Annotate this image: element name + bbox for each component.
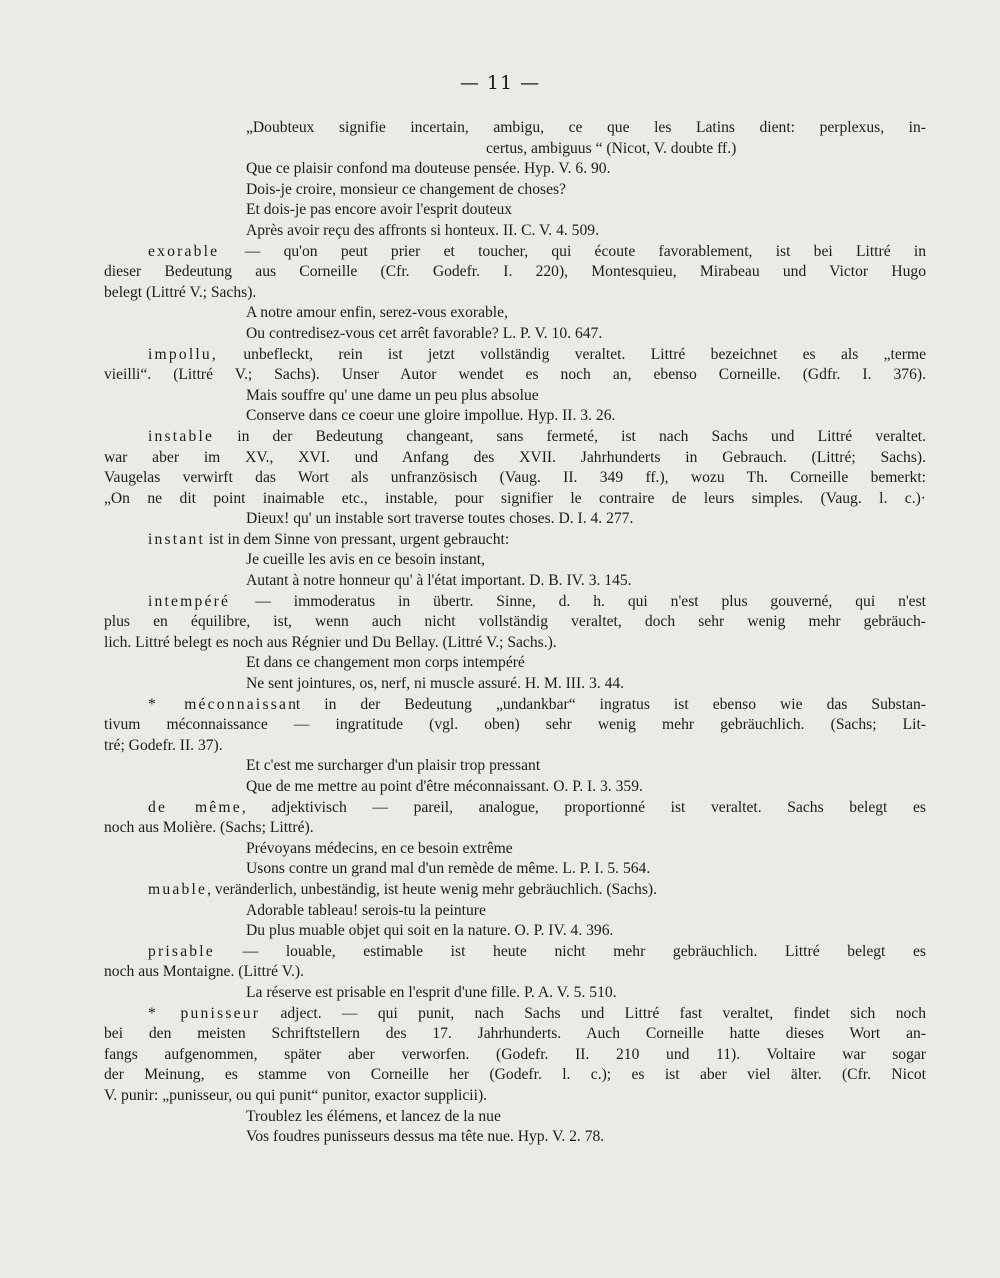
lemma: instable [148,427,215,445]
text-line: lich. Littré belegt es noch aus Régnier und Du Bellay. (Littré V.; Sachs.). [104,633,557,651]
text-line: Du plus muable objet qui soit en la nature. O. P. IV. 4. 396. [246,922,614,940]
lemma: impollu, [148,345,219,363]
text-line: plus en équilibre, ist, wenn auch nicht vollständig veraltet, doch sehr wenig mehr gebräuch- [104,613,926,631]
text-line: Vaugelas verwirft das Wort als unfranzösisch (Vaug. II. 349 ff.), wozu Th. Corneille bemerkt: [104,469,926,487]
text-line: A notre amour enfin, serez-vous exorable, [246,304,508,322]
text-line: war aber im XV., XVI. und Anfang des XVII. Jahrhunderts in Gebrauch. (Littré; Sachs). [104,448,926,466]
text-line: noch aus Molière. (Sachs; Littré). [104,819,314,837]
text-line: belegt (Littré V.; Sachs). [104,283,257,301]
lemma: instant [148,530,205,548]
lemma: exorable [148,242,245,260]
text-line: fangs aufgenommen, später aber verworfen. (Godefr. II. 210 und 11). Voltaire war sogar [104,1045,926,1063]
text-line: Dieux! qu' un instable sort traverse toutes choses. D. I. 4. 277. [246,510,634,528]
text-line: exorable — qu'on peut prier et toucher, qui écoute favorablement, ist bei Littré in [148,242,926,260]
text-line: Ou contredisez-vous cet arrêt favorable? L. P. V. 10. 647. [246,324,603,342]
text-line: „Doubteux signifie incertain, ambigu, ce que les Latins dient: perplexus, in- [246,119,926,136]
text-line: Dois-je croire, monsieur ce changement de choses? [246,180,566,198]
text-line: La réserve est prisable en l'esprit d'une fille. P. A. V. 5. 510. [246,983,617,1001]
text-line: Après avoir reçu des affronts si honteux. II. C. V. 4. 509. [246,221,599,239]
text-line: Autant à notre honneur qu' à l'état important. D. B. IV. 3. 145. [246,572,632,590]
text-line: vieilli“. (Littré V.; Sachs). Unser Autor wendet es noch an, ebenso Corneille. (Gdfr. I. 376). [104,366,926,384]
text-line: dieser Bedeutung aus Corneille (Cfr. Godefr. I. 220), Montesquieu, Mirabeau und Victor Hugo [104,263,926,281]
text-line: Que de me mettre au point d'être méconnaissant. O. P. I. 3. 359. [246,778,643,795]
text-line: intempéré — immoderatus in übertr. Sinne, d. h. qui n'est plus gouverné, qui n'est [148,592,927,610]
text-line: bei den meisten Schriftstellern des 17. Jahrhunderts. Auch Corneille hatte dieses Wort an- [104,1025,926,1043]
text-line: tivum méconnaissance — ingratitude (vgl. oben) sehr wenig mehr gebräuchlich. (Sachs; Lit- [104,716,926,734]
text-line: Et dans ce changement mon corps intempéré [246,654,525,672]
text-line: V. punir: „punisseur, ou qui punit“ punitor, exactor supplicii). [104,1086,488,1104]
page-number: — 11 — [459,72,541,94]
text-line: instable in der Bedeutung changeant, sans fermeté, ist nach Sachs und Littré veraltet. [148,427,926,445]
lemma: prisable [148,942,215,960]
text-line: der Meinung, es stamme von Corneille her (Godefr. l. c.); es ist aber viel älter. (Cfr. Nicot [104,1066,926,1084]
lemma: * méconnaissa [148,695,289,713]
text-line: Prévoyans médecins, en ce besoin extrême [246,839,513,857]
text-line: tré; Godefr. II. 37). [104,736,223,754]
text-line: Vos foudres punisseurs dessus ma tête nue. Hyp. V. 2. 78. [246,1128,605,1146]
text-line: Ne sent jointures, os, nerf, ni muscle assuré. H. M. III. 3. 44. [246,675,625,693]
text-line: Usons contre un grand mal d'un remède de même. L. P. I. 5. 564. [246,860,651,878]
page-body [104,118,926,1148]
text-line: Adorable tableau! serois-tu la peinture [246,901,486,919]
lemma: de même [148,798,242,816]
lemma: * punisseur [148,1004,261,1022]
text-line: * punisseur adject. — qui punit, nach Sachs und Littré fast veraltet, findet sich noch [148,1004,927,1022]
lemma: intempéré [148,592,256,610]
text-line: Et dois-je pas encore avoir l'esprit douteux [246,201,513,219]
text-line: prisable — louable, estimable ist heute nicht mehr gebräuchlich. Littré belegt es [148,942,926,960]
text-line: Troublez les élémens, et lancez de la nue [246,1107,501,1125]
text-line: impollu, unbefleckt, rein ist jetzt vollständig veraltet. Littré bezeichnet es als „terme [148,345,926,363]
text-line: „On ne dit point inaimable etc., instable, pour signifier le contraire de leurs simples. (Vaug. l. c.)· [104,489,926,507]
text-line: instant ist in dem Sinne von pressant, urgent gebraucht: [148,530,510,548]
text-line: Je cueille les avis en ce besoin instant, [246,551,486,569]
lemma: muable [148,880,208,898]
text-line: certus, ambiguus “ (Nicot, V. doubte ff.) [486,139,737,157]
text-line: muable, veränderlich, unbeständig, ist heute wenig mehr gebräuchlich. (Sachs). [148,880,658,898]
text-line: * méconnaissant in der Bedeutung „undankbar“ ingratus ist ebenso wie das Substan- [148,695,926,713]
text-line: Et c'est me surcharger d'un plaisir trop pressant [246,757,541,775]
text-line: Que ce plaisir confond ma douteuse pensée. Hyp. V. 6. 90. [246,160,611,178]
text-line: Conserve dans ce coeur une gloire impollue. Hyp. II. 3. 26. [246,407,616,425]
text-line: Mais souffre qu' une dame un peu plus absolue [246,386,539,404]
text-line: noch aus Montaigne. (Littré V.). [104,963,304,981]
text-line: de même, adjektivisch — pareil, analogue, proportionné ist veraltet. Sachs belegt es [148,798,926,816]
